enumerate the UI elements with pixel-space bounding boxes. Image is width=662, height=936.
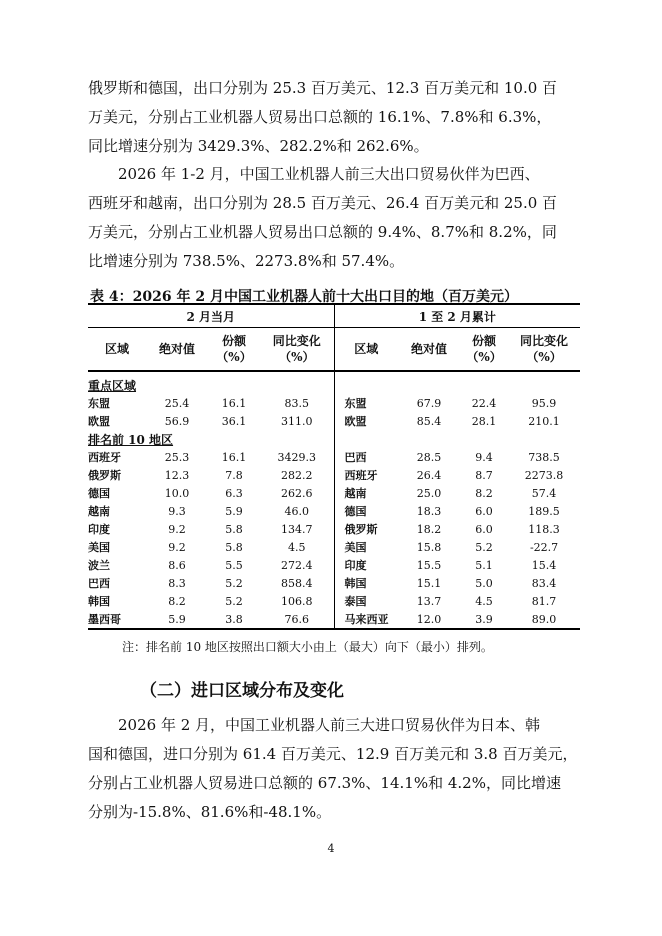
cell-region: 泰国 bbox=[344, 595, 367, 608]
cell-share: 9.4 bbox=[475, 450, 493, 464]
cell-region: 欧盟 bbox=[88, 415, 110, 428]
cell-yoy: -22.7 bbox=[529, 540, 559, 554]
text-line: 西班牙和越南，出口分别为 28.5 百万美元、26.4 百万美元和 25.0 百 bbox=[88, 194, 558, 212]
top10-body bbox=[88, 448, 580, 629]
table-row bbox=[88, 412, 580, 430]
table-row bbox=[88, 502, 580, 520]
cell-share: 6.3 bbox=[225, 486, 243, 500]
cell-yoy: 311.0 bbox=[260, 412, 334, 430]
cell-yoy: 738.5 bbox=[528, 450, 560, 464]
cell-share: 5.5 bbox=[225, 558, 243, 572]
cell-share: 36.1 bbox=[221, 414, 247, 428]
cell-share: 16.1 bbox=[221, 396, 247, 410]
cell-yoy: 189.5 bbox=[528, 504, 560, 518]
cell-region: 巴西 bbox=[88, 577, 110, 590]
col-header-share-line2: （%） bbox=[216, 350, 252, 364]
cell-absolute: 13.7 bbox=[416, 594, 442, 608]
cell-yoy: 81.7 bbox=[531, 594, 557, 608]
table-row bbox=[88, 610, 580, 629]
cell-absolute: 8.6 bbox=[168, 558, 186, 572]
table-row bbox=[88, 484, 580, 502]
cell-region: 东盟 bbox=[344, 397, 367, 410]
table-row bbox=[88, 574, 580, 592]
cell-absolute: 56.9 bbox=[164, 414, 190, 428]
cell-absolute: 85.4 bbox=[416, 414, 442, 428]
text-line: 分别占工业机器人贸易进口总额的 67.3%、14.1%和 4.2%，同比增速 bbox=[88, 774, 561, 792]
cell-share: 4.5 bbox=[475, 594, 493, 608]
cell-yoy: 76.6 bbox=[260, 610, 334, 629]
cell-region: 欧盟 bbox=[344, 415, 367, 428]
cell-region: 印度 bbox=[344, 559, 367, 572]
cell-share: 5.2 bbox=[475, 540, 493, 554]
cell-absolute: 26.4 bbox=[416, 468, 442, 482]
text-line: 国和德国，进口分别为 61.4 百万美元、12.9 百万美元和 3.8 百万美元， bbox=[88, 745, 578, 763]
cell-absolute: 15.8 bbox=[416, 540, 442, 554]
cell-region: 越南 bbox=[88, 505, 110, 518]
cell-region: 马来西亚 bbox=[344, 613, 389, 626]
key-regions-body bbox=[88, 394, 580, 430]
cell-share: 3.8 bbox=[225, 612, 243, 626]
cell-share: 5.2 bbox=[225, 576, 243, 590]
section-heading-import: （二）进口区域分布及变化 bbox=[140, 681, 344, 701]
text-line: 万美元，分别占工业机器人贸易出口总额的 16.1%、7.8%和 6.3%， bbox=[88, 108, 552, 126]
col-header-yoy-line1: 同比变化 bbox=[272, 334, 321, 348]
cell-region: 东盟 bbox=[88, 397, 110, 410]
paragraph-import-top3 bbox=[88, 711, 580, 827]
col-header-absolute: 绝对值 bbox=[411, 342, 448, 356]
cell-absolute: 9.2 bbox=[168, 522, 186, 536]
text-line: 万美元，分别占工业机器人贸易出口总额的 9.4%、8.7%和 8.2%，同 bbox=[88, 223, 557, 241]
section-title-top10: 排名前 10 地区 bbox=[88, 430, 334, 448]
cell-share: 3.9 bbox=[475, 612, 493, 626]
table-row bbox=[88, 394, 580, 412]
cell-region: 西班牙 bbox=[88, 451, 121, 464]
section-row-key-regions bbox=[88, 376, 580, 394]
cell-yoy: 89.0 bbox=[531, 612, 557, 626]
cell-absolute: 67.9 bbox=[416, 396, 442, 410]
cell-yoy: 2273.8 bbox=[524, 468, 564, 482]
cell-region: 俄罗斯 bbox=[88, 469, 121, 482]
cell-region: 俄罗斯 bbox=[344, 523, 378, 536]
text-line: 2026 年 1-2 月，中国工业机器人前三大出口贸易伙伴为巴西、 bbox=[88, 165, 540, 183]
cell-absolute: 8.3 bbox=[168, 576, 186, 590]
col-header-region: 区域 bbox=[354, 342, 379, 356]
cell-absolute: 12.3 bbox=[164, 468, 190, 482]
cell-absolute: 25.0 bbox=[416, 486, 442, 500]
export-destinations-table bbox=[88, 303, 580, 634]
table-note: 注：排名前 10 地区按照出口额大小由上（最大）向下（最小）排列。 bbox=[122, 640, 493, 654]
cell-yoy: 858.4 bbox=[260, 574, 334, 592]
cell-absolute: 18.3 bbox=[416, 504, 442, 518]
cell-absolute: 9.3 bbox=[168, 504, 186, 518]
text-line: 同比增速分别为 3429.3%、282.2%和 262.6%。 bbox=[88, 137, 429, 155]
cell-region: 波兰 bbox=[88, 559, 110, 572]
cell-share: 5.8 bbox=[225, 522, 243, 536]
cell-yoy: 15.4 bbox=[531, 558, 557, 572]
table-row bbox=[88, 448, 580, 466]
cell-yoy: 134.7 bbox=[260, 520, 334, 538]
text-line: 分别为-15.8%、81.6%和-48.1%。 bbox=[88, 803, 332, 821]
column-header-row bbox=[88, 328, 580, 372]
cell-share: 5.2 bbox=[225, 594, 243, 608]
cell-region: 越南 bbox=[344, 487, 367, 500]
cell-share: 5.8 bbox=[225, 540, 243, 554]
cell-absolute: 9.2 bbox=[168, 540, 186, 554]
col-header-yoy-line1: 同比变化 bbox=[520, 334, 569, 348]
col-header-share-line1: 份额 bbox=[472, 334, 497, 348]
table-row bbox=[88, 592, 580, 610]
cell-absolute: 25.4 bbox=[164, 396, 190, 410]
cell-share: 16.1 bbox=[221, 450, 247, 464]
cell-share: 8.7 bbox=[475, 468, 493, 482]
cell-absolute: 28.5 bbox=[416, 450, 442, 464]
cell-region: 印度 bbox=[88, 523, 110, 536]
cell-yoy: 118.3 bbox=[528, 522, 560, 536]
table-row bbox=[88, 538, 580, 556]
cell-region: 美国 bbox=[88, 541, 110, 554]
cell-absolute: 12.0 bbox=[416, 612, 442, 626]
col-header-share bbox=[460, 328, 508, 372]
cell-region: 墨西哥 bbox=[88, 613, 121, 626]
cell-yoy: 3429.3 bbox=[260, 448, 334, 466]
cell-share: 7.8 bbox=[225, 468, 243, 482]
cell-region: 巴西 bbox=[344, 451, 367, 464]
table-row bbox=[88, 556, 580, 574]
cell-absolute: 25.3 bbox=[164, 450, 190, 464]
page-number: 4 bbox=[327, 842, 335, 855]
cell-region: 美国 bbox=[344, 541, 367, 554]
col-header-region: 区域 bbox=[104, 342, 129, 356]
text-line: 俄罗斯和德国，出口分别为 25.3 百万美元、12.3 百万美元和 10.0 百 bbox=[88, 79, 558, 97]
cell-region: 韩国 bbox=[344, 577, 367, 590]
cell-share: 28.1 bbox=[471, 414, 497, 428]
cell-share: 6.0 bbox=[475, 504, 493, 518]
cell-yoy: 57.4 bbox=[531, 486, 557, 500]
cell-absolute: 18.2 bbox=[416, 522, 442, 536]
cell-region: 韩国 bbox=[88, 595, 110, 608]
text-line: 比增速分别为 738.5%、2273.8%和 57.4%。 bbox=[88, 252, 405, 270]
cell-absolute: 10.0 bbox=[164, 486, 190, 500]
cell-region: 西班牙 bbox=[344, 469, 378, 482]
cell-share: 22.4 bbox=[471, 396, 497, 410]
group-header-monthly: 2 月当月 bbox=[88, 304, 334, 328]
cell-share: 8.2 bbox=[475, 486, 493, 500]
cell-yoy: 272.4 bbox=[260, 556, 334, 574]
cell-yoy: 83.4 bbox=[531, 576, 557, 590]
cell-share: 6.0 bbox=[475, 522, 493, 536]
col-header-yoy bbox=[260, 328, 334, 372]
cell-yoy: 4.5 bbox=[260, 538, 334, 556]
col-header-absolute: 绝对值 bbox=[158, 342, 195, 356]
col-header-yoy-line2: （%） bbox=[279, 350, 315, 364]
cell-absolute: 15.5 bbox=[416, 558, 442, 572]
section-title-key-regions: 重点区域 bbox=[88, 376, 334, 394]
cell-yoy: 83.5 bbox=[260, 394, 334, 412]
cell-yoy: 210.1 bbox=[528, 414, 560, 428]
col-header-share-line1: 份额 bbox=[221, 334, 246, 348]
cell-absolute: 15.1 bbox=[416, 576, 442, 590]
cell-yoy: 282.2 bbox=[260, 466, 334, 484]
cell-share: 5.9 bbox=[225, 504, 243, 518]
export-destinations-table-wrap bbox=[88, 303, 580, 634]
cell-absolute: 8.2 bbox=[168, 594, 186, 608]
col-header-yoy bbox=[508, 328, 580, 372]
table-caption: 表 4：2026 年 2 月中国工业机器人前十大出口目的地（百万美元） bbox=[90, 289, 518, 305]
cell-region: 德国 bbox=[88, 487, 110, 500]
cell-yoy: 262.6 bbox=[260, 484, 334, 502]
paragraph-export-top3-jan-feb bbox=[88, 160, 580, 276]
cell-yoy: 95.9 bbox=[531, 396, 557, 410]
section-row-top10 bbox=[88, 430, 580, 448]
cell-yoy: 106.8 bbox=[260, 592, 334, 610]
col-header-yoy-line2: （%） bbox=[526, 350, 562, 364]
cell-share: 5.1 bbox=[475, 558, 493, 572]
cell-share: 5.0 bbox=[475, 576, 493, 590]
col-header-share-line2: （%） bbox=[466, 350, 502, 364]
cell-yoy: 46.0 bbox=[260, 502, 334, 520]
cell-region: 德国 bbox=[344, 505, 367, 518]
table-row bbox=[88, 466, 580, 484]
group-header-row bbox=[88, 304, 580, 328]
group-header-cumulative: 1 至 2 月累计 bbox=[418, 309, 496, 324]
table-row bbox=[88, 520, 580, 538]
cell-absolute: 5.9 bbox=[168, 612, 186, 626]
text-line: 2026 年 2 月，中国工业机器人前三大进口贸易伙伴为日本、韩 bbox=[88, 716, 541, 734]
col-header-share bbox=[208, 328, 260, 372]
paragraph-export-top3-feb bbox=[88, 74, 580, 161]
